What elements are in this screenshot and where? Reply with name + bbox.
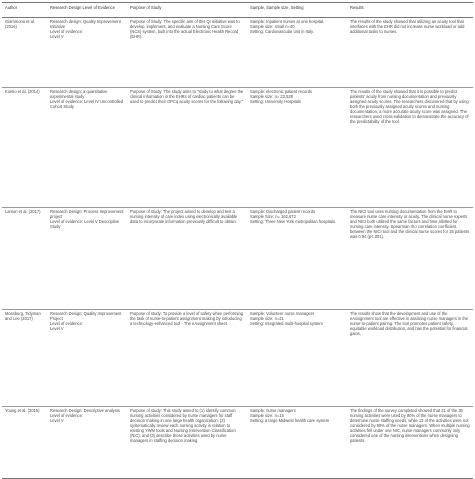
header-design: Research Design Level of Evidence [47,3,127,18]
purpose-cell: Purpose of Study: The specific aim of this QI initiative was to develop, implement, and evaluate a Nursing Care Score (NCS) system, built into the actual Electronic Health Record (EHR). [127,18,247,88]
author-cell: Kontio et al. (2014) [2,88,47,208]
sample-line: Setting: Integrated multi-hospital system [250,321,323,326]
design-cell [47,18,127,88]
design-line: Level of evidence: Level IV Uncontrolled Cohort Study [50,99,124,109]
sample-line: Sample: Volunteer nurse managers [250,311,315,316]
results-cell: The results show that the development and use of the eAssignment tool are effective in assisting nurse managers in the nurse-to-patient pairing. The tool promotes patient safety, equitable workload distribution, and has the potential for financial gains. [347,310,473,407]
table-body [2,18,473,479]
header-purpose: Purpose of Study [127,3,247,18]
header-author: Author [2,3,47,18]
design-cell [47,310,127,407]
table-row [2,88,473,208]
header-row [2,3,473,18]
results-cell: The NICI tool uses nursing documentation from the EHR to measure nurse care intensity or acuity. The clinical nurse experts and NICI both utilized the same factors and time allotted for nursing care intensity. Spearman rho correlation coefficient between the NICI tool and the clinical nurse scores for 25 patients was 0.94 (p<.001). [347,208,473,310]
sample-line: Sample size: n=21 [250,316,284,321]
author-cell: Giammona et al. (2016) [2,18,47,88]
design-cell [47,208,127,310]
sample-line: Sample size: small n=40 [250,24,295,29]
sample-cell [247,310,347,407]
design-line: Level V [50,418,64,423]
sample-line: Setting: Cardiovascular unit in Italy. [250,29,314,34]
sample-line: Sample: Inpatient nurses at one hospital. [250,19,325,24]
table-header [2,3,473,18]
sample-line: Sample: nurse managers [250,408,296,413]
purpose-cell: Purpose of study: This study aimed to (1) identify common nursing activities considered by nurse managers for staff decision making in one large health organization, (2) systematically review each nursing activity in relation to existing YWM tools and Nursing Intervention Classification (NIC), and (3) describe those activities used by nurse managers in staffing decision making. [127,407,247,479]
author-cell: Young et al. (2015) [2,407,47,479]
sample-line: Sample size: n=15 [250,413,284,418]
design-cell [47,88,127,208]
purpose-cell: Purpose of Study: The study aims to "study to what degree the clinical information in the EHRs of cardiac patients can be used to predict their OPCq acuity scores for the following day." [127,88,247,208]
design-line: Research Design: Process Improvement project [50,209,124,219]
design-line: Level of evidence: Level V Descriptive Study [50,219,120,229]
design-line: Research Design: Quality Improvement Project [50,311,122,321]
design-line: Level V [50,326,64,331]
table-row [2,208,473,310]
sample-line: Setting: a large Midwest health care system [250,418,330,423]
sample-line: Setting: Three New York metropolitan hospitals. [250,219,337,224]
author-cell: Larson et al. (2017) [2,208,47,310]
header-results: Results [347,3,473,18]
sample-line: Sample: Discharged patient records [250,209,316,214]
author-cell: Mossburg, Tidyman and Lee (2017) [2,310,47,407]
design-line: Research design: Quality Improvement Initiative [50,19,121,29]
sample-line: Sample: electronic patient records [250,89,312,94]
results-cell: The findings of the survey completed showed that 21 of the 30 nursing activities were used by 90% of the nurse managers to determine nurse staffing needs, while 13 of the activities were not considered by 90% of the nurse managers. When multiple nursing activities fell under one NIC, nurse managers commonly only considered one of the nursing interventions when designing patients. [347,407,473,479]
purpose-cell: Purpose of study: The project aimed to develop and test a nursing intensity of care index using electronically available data to incorporate information previously difficult to obtain. [127,208,247,310]
sample-line: Sample Size: n= 162,672 [250,214,296,219]
sample-cell [247,88,347,208]
design-cell [47,407,127,479]
design-line: Level of evidence: [50,321,83,326]
design-line: Research Design: Descriptive analysis [50,408,120,413]
sample-line: Setting: University Hospitals [250,99,301,104]
design-line: Research design: a quantitative experimental study [50,89,108,99]
table-row [2,407,473,479]
table-row [2,310,473,407]
design-line: Level of evidence: [50,29,83,34]
purpose-cell: Purpose of study: To provide a level of safety when performing the task of nurse-to-patient assignment making by introducing a technology-enhanced tool - The eAssignment sheet. [127,310,247,407]
sample-line: Sample size: n= 23,528 [250,94,293,99]
design-line: Level of evidence: [50,413,83,418]
sample-cell [247,18,347,88]
evidence-table [2,2,473,479]
sample-cell [247,407,347,479]
header-sample: Sample, Sample size, Setting [247,3,347,18]
literature-table-page [2,2,473,464]
results-cell: The results of the study showed that it is possible to predict patients' acuity from nursing documentation and previously assigned acuity scores. The researchers discovered that by using both the previously assigned acuity scores and nursing documentation, a more accurate acuity score was assigned. The researchers used cross-validation to demonstrate the accuracy of the predictability of the tool. [347,88,473,208]
table-row [2,18,473,88]
design-line: Level V [50,34,64,39]
results-cell: The results of the study showed that utilizing an acuity tool that interfaces with the EHR did not increase nurse workload or add additional tasks to nurses. [347,18,473,88]
sample-cell [247,208,347,310]
